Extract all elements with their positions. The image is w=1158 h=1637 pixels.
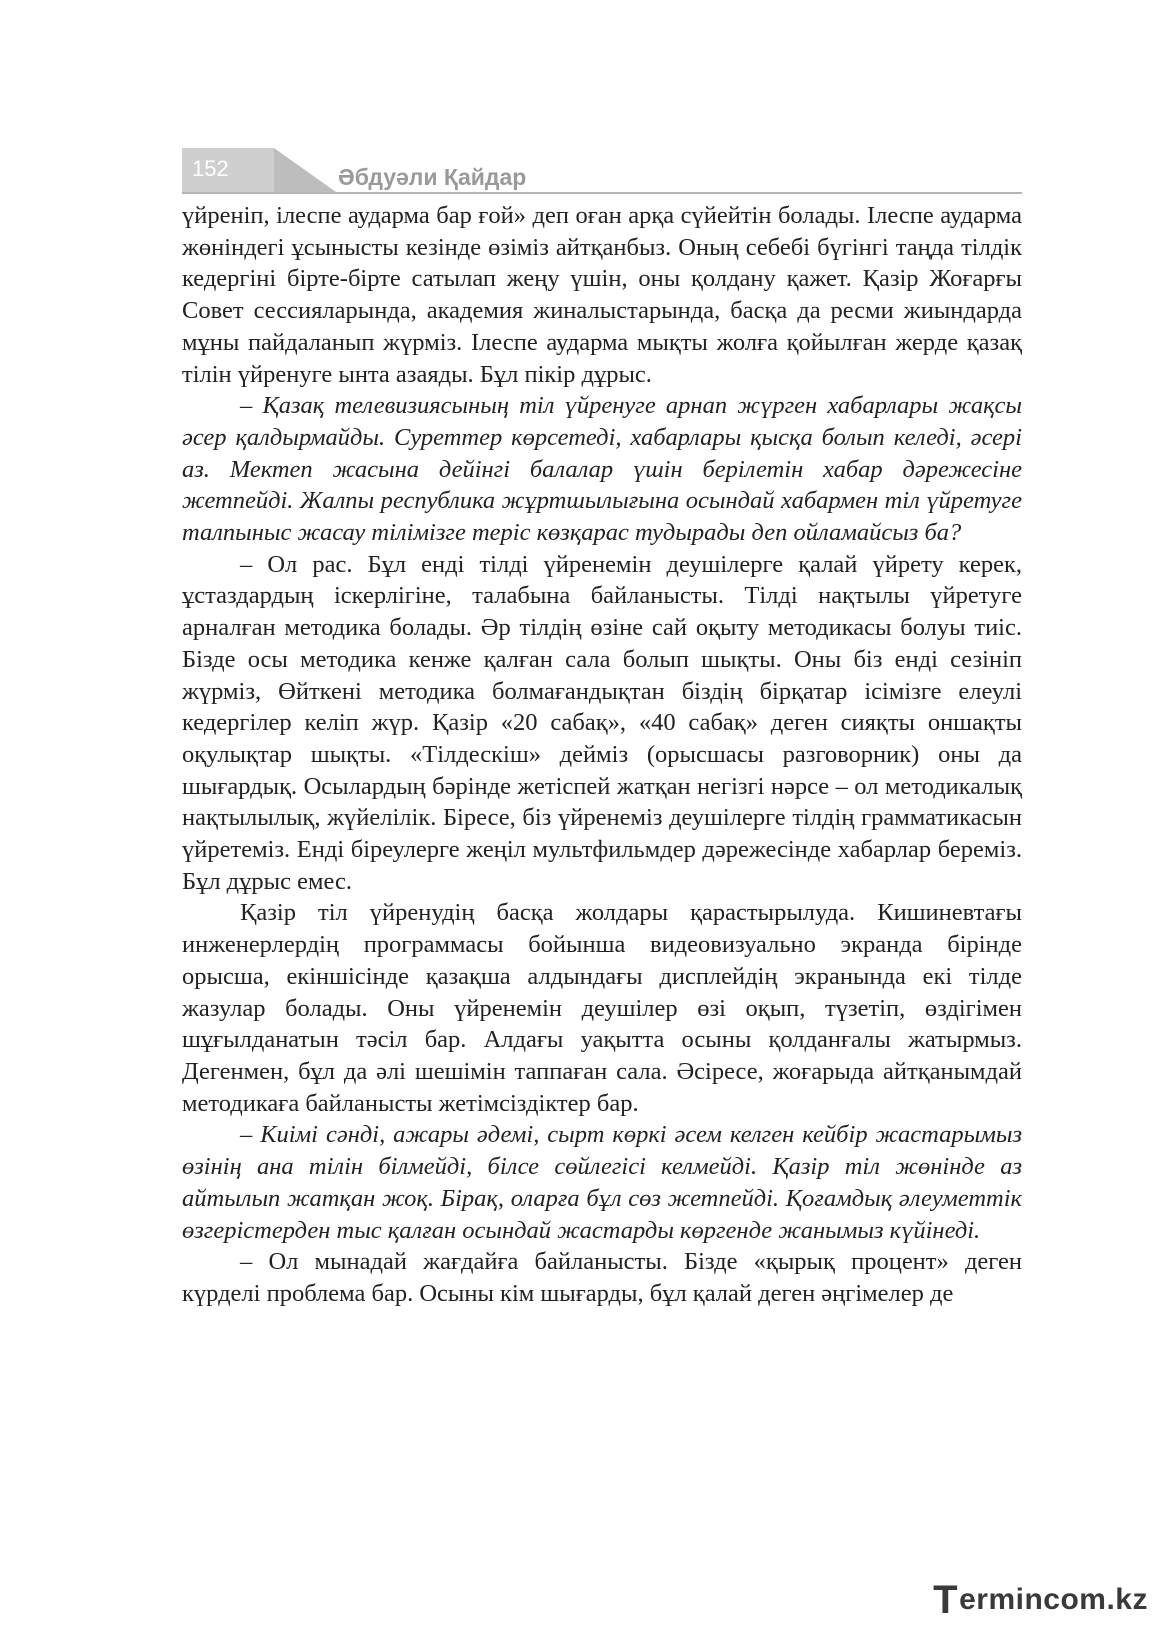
paragraph-answer: – Ол рас. Бұл енді тілді үйренемін деушілерге қалай үйрету керек, ұстаздардың іскерлігіне, талабына байланысты. Тілді нақтылы үйретуге арналған методика болады. Әр тілдің өзіне сай оқыту методикасы болуы тиіс. Бізде осы методика кенже қалған сала болып шықты. Оны біз енді сезініп жүрміз, Өйткені методика болмағандықтан біздің бірқатар ісімізге елеулі кедергілер келіп жүр. Қазір «20 сабақ», «40 сабақ» деген сияқты оншақты оқулықтар шықты. «Тілдескіш» дейміз (орысшасы разговорник) оны да шығардық. Осылардың бәрінде жетіспей жатқан негізгі нәрсе – ол методикалық нақтылылық, жүйелілік. Біресе, біз үйренеміз деушілерге тілдің грамматикасын үйретеміз. Енді біреулерге жеңіл мультфильмдер дәрежесінде хабарлар береміз. Бұл дұрыс емес. (182, 550, 1022, 895)
page-number: 152 (192, 156, 229, 181)
logo-initial: T (933, 1578, 959, 1622)
paragraph-question: – Киімі сәнді, ажары әдемі, сырт көркі әсем келген кейбір жастарымыз өзінің ана тілін білмейді, білсе сөйлегісі келмейді. Қазір тіл жөнінде аз айтылып жатқан жоқ. Бірақ, оларға бұл сөз жетпейді. Қоғамдық әлеуметтік өзгерістерден тыс қалған осындай жастарды көргенде жанымыз күйінеді. (182, 1121, 1022, 1244)
paragraph-continuation: үйреніп, ілеспе аударма бар ғой» деп оған арқа сүйейтін болады. Ілеспе аударма жөніндегі ұсынысты кезінде өзіміз айтқанбыз. Оның себебі бүгінгі таңда тілдік кедергіні бірте-бірте сатылап жеңу үшін, оны қолдану қажет. Қазір Жоғарғы Совет сессияларында, академия жиналыстарында, басқа да ресми жиындарда мұны пайдаланып жүрміз. Ілеспе аударма мықты жолға қойылған жерде қазақ тілін үйренуге ынта азаяды. Бұл пікір дұрыс. (182, 202, 1022, 388)
running-header (182, 148, 1022, 194)
body-text (182, 200, 1022, 1310)
header-arrow-shape (274, 148, 336, 192)
header-rule (182, 192, 1022, 194)
logo-text: ermincom.kz (959, 1583, 1148, 1616)
paragraph-question: – Қазақ телевизиясының тіл үйренуге арнап жүрген хабарлары жақсы әсер қалдырмайды. Суреттер көрсетеді, хабарлары қысқа болып келеді, әсері аз. Мектеп жасына дейінгі балалар үшін берілетін хабар дәрежесіне жетпейді. Жалпы республика жұртшылығына осындай хабармен тіл үйретуге талпыныс жасау тілімізге теріс көзқарас тудырады деп ойламайсыз ба? (182, 392, 1022, 547)
paragraph-answer: – Ол мынадай жағдайға байланысты. Бізде «қырық процент» деген күрделі проблема бар. Осыны кім шығарды, бұл қалай деген әңгімелер де (182, 1248, 1022, 1307)
watermark-logo (933, 1574, 1148, 1622)
running-title-author: Әбдуәли Қайдар (338, 164, 527, 190)
paragraph-answer: Қазір тіл үйренудің басқа жолдары қарастырылуда. Кишиневтағы инженерлердің программасы бойынша видеовизуально экранда бірінде орысша, екіншісінде қазақша алдындағы дисплейдің экранында екі тілде жазулар болады. Оны үйренемін деушілер өзі оқып, түзетіп, өздігімен шұғылданатын тәсіл бар. Алдағы уақытта осыны қолданғалы жатырмыз. Дегенмен, бұл да әлі шешімін таппаған сала. Әсіресе, жоғарыда айтқанымдай методикаға байланысты жетімсіздіктер бар. (182, 899, 1022, 1117)
